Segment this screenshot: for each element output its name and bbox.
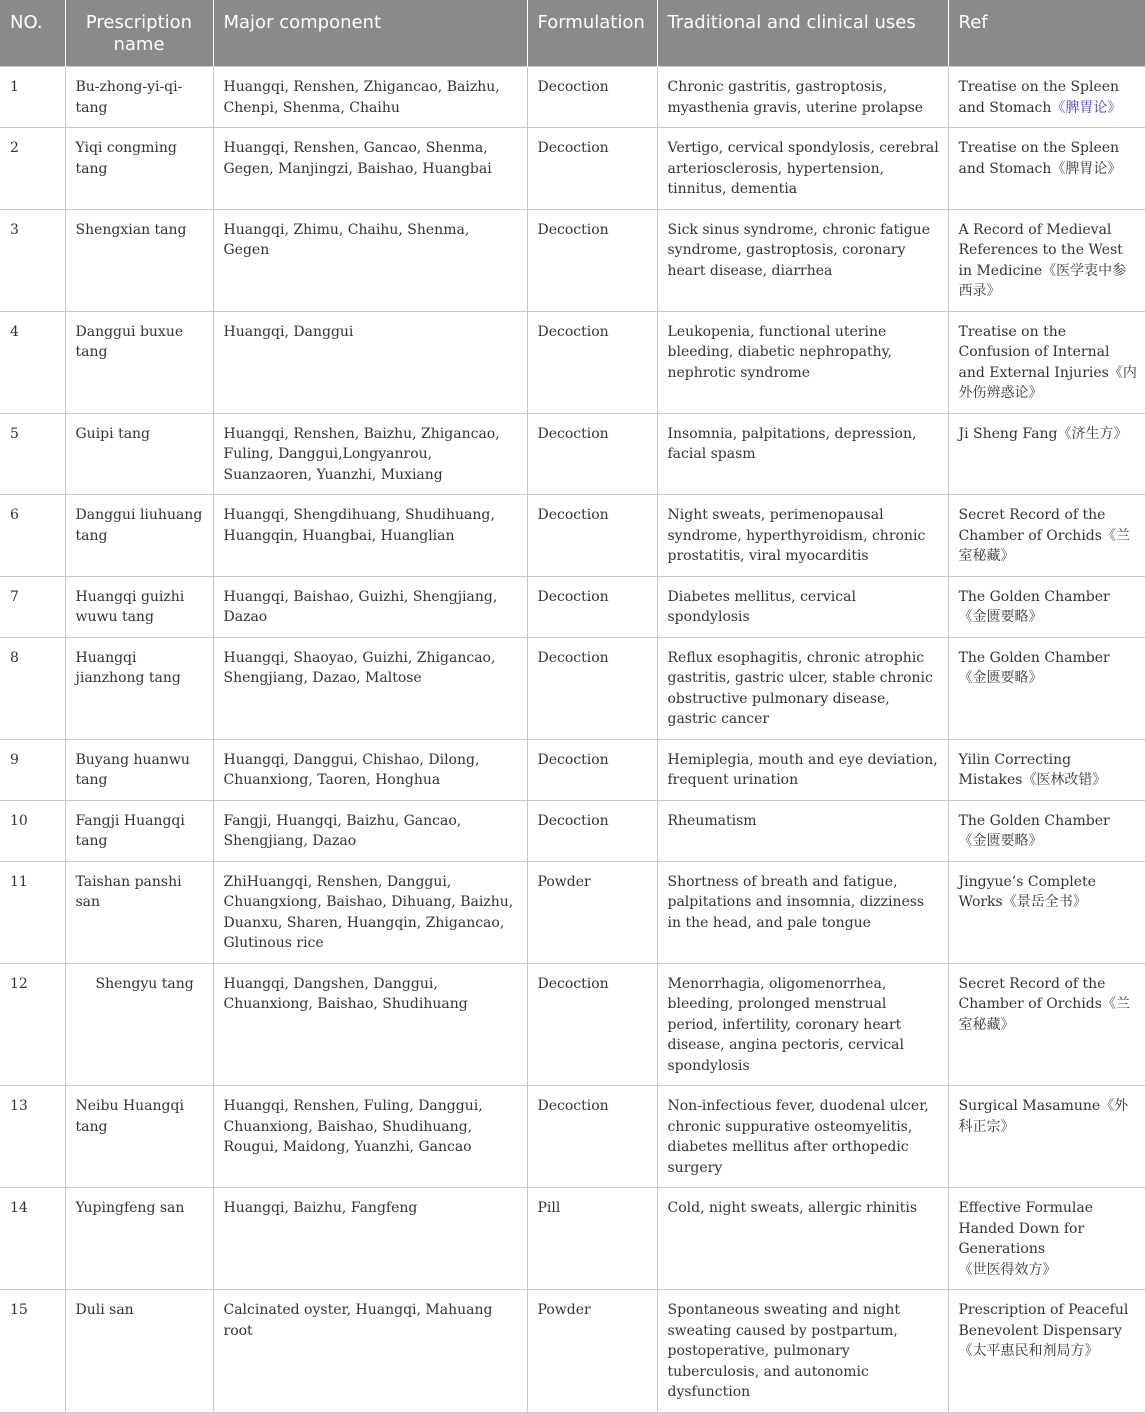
cell-ref <box>948 311 1145 413</box>
ref-chinese-title: 《外科正宗》 <box>958 1098 1129 1135</box>
cell-prescription-name-text: Bu-zhong-yi-qi-tang <box>75 79 183 116</box>
cell-no-text: 13 <box>10 1098 28 1114</box>
ref-title: Effective Formulae Handed Down for Generations <box>958 1200 1094 1257</box>
cell-no <box>0 495 65 577</box>
cell-major-component-text: Huangqi, Danggui, Chishao, Dilong, Chuanxiong, Taoren, Honghua <box>223 751 480 788</box>
cell-formulation-text: Pill <box>537 1200 561 1216</box>
table-row <box>0 800 1145 861</box>
cell-formulation <box>527 800 657 861</box>
table-row <box>0 413 1145 495</box>
cell-major-component-text: Huangqi, Renshen, Gancao, Shenma, Gegen, Manjingzi, Baishao, Huangbai <box>223 140 492 177</box>
cell-major-component <box>213 576 527 637</box>
table-row <box>0 67 1145 128</box>
cell-formulation-text: Decoction <box>537 79 609 95</box>
cell-uses <box>657 128 948 210</box>
cell-no <box>0 637 65 739</box>
cell-ref <box>948 209 1145 311</box>
cell-prescription-name-text: Huangqi guizhi wuwu tang <box>75 588 185 625</box>
cell-prescription-name-text: Yupingfeng san <box>75 1200 185 1216</box>
table-row <box>0 495 1145 577</box>
cell-ref <box>948 861 1145 963</box>
cell-major-component <box>213 963 527 1086</box>
cell-major-component-text: Huangqi, Zhimu, Chaihu, Shenma, Gegen <box>223 221 470 258</box>
cell-formulation <box>527 1188 657 1290</box>
cell-no <box>0 209 65 311</box>
cell-ref <box>948 800 1145 861</box>
cell-formulation <box>527 861 657 963</box>
cell-no <box>0 800 65 861</box>
cell-major-component <box>213 637 527 739</box>
cell-major-component <box>213 739 527 800</box>
cell-uses-text: Cold, night sweats, allergic rhinitis <box>667 1200 918 1216</box>
cell-uses <box>657 1086 948 1188</box>
cell-formulation-text: Decoction <box>537 649 609 666</box>
cell-major-component-text: Huangqi, Baishao, Guizhi, Shengjiang, Dazao <box>223 588 498 625</box>
cell-prescription-name-text: Shengxian tang <box>75 221 187 238</box>
cell-formulation <box>527 963 657 1086</box>
cell-uses <box>657 861 948 963</box>
cell-uses <box>657 576 948 637</box>
cell-major-component <box>213 861 527 963</box>
cell-prescription-name <box>65 739 213 800</box>
cell-prescription-name-text: Guipi tang <box>75 425 151 442</box>
ref-title: The Golden Chamber <box>958 812 1110 829</box>
table-row <box>0 576 1145 637</box>
cell-ref <box>948 67 1145 128</box>
cell-uses-text: Leukopenia, functional uterine bleeding, diabetic nephropathy, nephrotic syndrome <box>667 323 893 381</box>
cell-uses <box>657 739 948 800</box>
cell-major-component <box>213 1086 527 1188</box>
cell-major-component-text: Huangqi, Shaoyao, Guizhi, Zhigancao, Shengjiang, Dazao, Maltose <box>223 649 496 686</box>
cell-no-text: 2 <box>10 140 19 156</box>
cell-prescription-name <box>65 128 213 210</box>
cell-major-component <box>213 1290 527 1413</box>
cell-prescription-name <box>65 861 213 963</box>
table-body <box>0 67 1145 1413</box>
header-row <box>0 0 1145 67</box>
cell-formulation-text: Decoction <box>537 425 609 442</box>
cell-no-text: 1 <box>10 79 19 95</box>
cell-ref <box>948 1290 1145 1413</box>
cell-major-component <box>213 67 527 128</box>
cell-prescription-name <box>65 1188 213 1290</box>
cell-major-component <box>213 800 527 861</box>
cell-no <box>0 1290 65 1413</box>
ref-title: Secret Record of the Chamber of Orchids <box>958 507 1106 544</box>
ref-chinese-title: 《金匮要略》 <box>958 670 1043 686</box>
cell-uses <box>657 637 948 739</box>
cell-no-text: 5 <box>10 425 19 442</box>
cell-no <box>0 739 65 800</box>
ref-title: A Record of Medieval References to the West in Medicine <box>958 221 1123 279</box>
cell-ref <box>948 1086 1145 1188</box>
ref-title: The Golden Chamber <box>958 649 1110 666</box>
ref-title: Treatise on the Spleen and Stomach <box>958 79 1120 116</box>
cell-uses-text: Sick sinus syndrome, chronic fatigue syndrome, gastroptosis, coronary heart disease, diarrhea <box>667 221 930 279</box>
cell-formulation-text: Decoction <box>537 812 609 829</box>
cell-no-text: 14 <box>10 1200 28 1216</box>
cell-major-component <box>213 495 527 577</box>
cell-no-text: 3 <box>10 221 19 238</box>
cell-no <box>0 1086 65 1188</box>
ref-title: Secret Record of the Chamber of Orchids <box>958 975 1106 1012</box>
cell-uses <box>657 311 948 413</box>
ref-chinese-title: 《世医得效方》 <box>958 1261 1057 1278</box>
cell-major-component-text: Calcinated oyster, Huangqi, Mahuang root <box>223 1302 493 1339</box>
cell-uses-text: Hemiplegia, mouth and eye deviation, frequent urination <box>667 751 938 788</box>
ref-title: Treatise on the Spleen and Stomach <box>958 140 1120 177</box>
cell-prescription-name <box>65 1290 213 1413</box>
ref-title: Surgical Masamune <box>958 1098 1101 1114</box>
cell-major-component-text: Huangqi, Renshen, Baizhu, Zhigancao, Fuling, Danggui,Longyanrou, Suanzaoren, Yuanzhi, Muxiang <box>223 425 500 483</box>
cell-prescription-name-text: Buyang huanwu tang <box>75 751 190 788</box>
cell-formulation <box>527 209 657 311</box>
cell-prescription-name <box>65 67 213 128</box>
cell-formulation-text: Decoction <box>537 751 609 768</box>
table-row <box>0 739 1145 800</box>
cell-prescription-name-text: Danggui liuhuang tang <box>75 507 203 544</box>
cell-prescription-name-text: Fangji Huangqi tang <box>75 812 185 849</box>
cell-no-text: 11 <box>10 873 28 890</box>
cell-major-component-text: Fangji, Huangqi, Baizhu, Gancao, Shengjiang, Dazao <box>223 812 462 849</box>
cell-ref <box>948 495 1145 577</box>
cell-uses-text: Menorrhagia, oligomenorrhea, bleeding, prolonged menstrual period, infertility, coronary heart disease, angina pectoris, cervical spondylosis <box>667 975 905 1074</box>
table-row <box>0 311 1145 413</box>
cell-prescription-name-text: Neibu Huangqi tang <box>75 1098 184 1135</box>
ref-title: Treatise on the Confusion of Internal and External Injuries <box>958 323 1110 381</box>
table-row <box>0 209 1145 311</box>
cell-major-component <box>213 311 527 413</box>
cell-formulation <box>527 1086 657 1188</box>
header-ref: Ref <box>948 0 1145 67</box>
cell-major-component-text: Huangqi, Danggui <box>223 323 354 340</box>
cell-formulation-text: Decoction <box>537 323 609 340</box>
cell-prescription-name <box>65 576 213 637</box>
cell-ref <box>948 739 1145 800</box>
cell-prescription-name <box>65 1086 213 1188</box>
header-prescription-name: Prescription name <box>65 0 213 67</box>
cell-formulation <box>527 495 657 577</box>
cell-no-text: 15 <box>10 1302 28 1318</box>
cell-uses-text: Non-infectious fever, duodenal ulcer, chronic suppurative osteomyelitis, diabetes mellitus after orthopedic surgery <box>667 1098 929 1176</box>
cell-uses <box>657 209 948 311</box>
cell-no <box>0 861 65 963</box>
cell-no-text: 7 <box>10 588 19 605</box>
ref-chinese-title: 《内外伤辨惑论》 <box>958 364 1137 401</box>
cell-no-text: 12 <box>10 975 28 992</box>
cell-major-component-text: Huangqi, Renshen, Fuling, Danggui, Chuanxiong, Baishao, Shudihuang, Rougui, Maidong, Yuanzhi, Gancao <box>223 1098 483 1155</box>
cell-prescription-name-text: Shengyu tang <box>95 975 194 992</box>
cell-prescription-name-text: Yiqi congming tang <box>75 140 177 177</box>
cell-formulation <box>527 1290 657 1413</box>
ref-chinese-title: 《脾胃论》 <box>1051 160 1122 177</box>
cell-prescription-name <box>65 413 213 495</box>
table-row <box>0 1290 1145 1413</box>
cell-ref <box>948 413 1145 495</box>
cell-prescription-name-text: Danggui buxue tang <box>75 323 184 360</box>
cell-no-text: 9 <box>10 751 19 768</box>
cell-ref <box>948 128 1145 210</box>
cell-uses-text: Vertigo, cervical spondylosis, cerebral arteriosclerosis, hypertension, tinnitus, dementia <box>667 140 939 197</box>
cell-no-text: 4 <box>10 323 19 340</box>
table-row <box>0 637 1145 739</box>
cell-no <box>0 67 65 128</box>
table-row <box>0 861 1145 963</box>
cell-formulation-text: Decoction <box>537 975 609 992</box>
table-row <box>0 128 1145 210</box>
cell-prescription-name-text: Huangqi jianzhong tang <box>75 649 181 686</box>
header-no: NO. <box>0 0 65 67</box>
cell-uses <box>657 413 948 495</box>
cell-no-text: 6 <box>10 507 19 523</box>
cell-prescription-name <box>65 311 213 413</box>
cell-uses <box>657 495 948 577</box>
cell-major-component <box>213 128 527 210</box>
cell-prescription-name <box>65 495 213 577</box>
cell-formulation-text: Decoction <box>537 140 609 156</box>
cell-formulation-text: Decoction <box>537 507 609 523</box>
cell-major-component-text: ZhiHuangqi, Renshen, Danggui, Chuangxiong, Baishao, Dihuang, Baizhu, Duanxu, Sharen, Huangqin, Zhigancao, Glutinous rice <box>223 873 514 951</box>
cell-uses-text: Shortness of breath and fatigue, palpitations and insomnia, dizziness in the head, and pale tongue <box>667 873 925 931</box>
cell-uses <box>657 963 948 1086</box>
cell-formulation <box>527 413 657 495</box>
cell-no-text: 8 <box>10 649 19 666</box>
cell-prescription-name-text: Taishan panshi san <box>75 873 182 910</box>
cell-uses <box>657 1290 948 1413</box>
cell-formulation-text: Powder <box>537 1302 591 1318</box>
cell-prescription-name <box>65 637 213 739</box>
cell-formulation-text: Decoction <box>537 588 609 605</box>
ref-title: Ji Sheng Fang <box>958 425 1058 442</box>
ref-chinese-title: 《兰室秘藏》 <box>958 996 1130 1033</box>
cell-uses-text: Night sweats, perimenopausal syndrome, hyperthyroidism, chronic prostatitis, viral myocarditis <box>667 507 926 564</box>
ref-chinese-title: 《金匮要略》 <box>958 833 1043 849</box>
cell-uses <box>657 1188 948 1290</box>
ref-title: The Golden Chamber <box>958 588 1110 605</box>
cell-formulation-text: Powder <box>537 873 591 890</box>
table-row <box>0 1086 1145 1188</box>
cell-formulation <box>527 739 657 800</box>
cell-uses <box>657 67 948 128</box>
cell-no <box>0 963 65 1086</box>
cell-formulation-text: Decoction <box>537 1098 609 1114</box>
cell-major-component <box>213 1188 527 1290</box>
cell-ref <box>948 963 1145 1086</box>
cell-uses-text: Diabetes mellitus, cervical spondylosis <box>667 588 856 625</box>
cell-prescription-name <box>65 800 213 861</box>
cell-formulation <box>527 637 657 739</box>
ref-title: Yilin Correcting Mistakes <box>958 751 1072 788</box>
cell-no <box>0 311 65 413</box>
header-major-component: Major component <box>213 0 527 67</box>
ref-chinese-title: 《金匮要略》 <box>958 609 1043 625</box>
ref-chinese-title: 《医学衷中参西录》 <box>958 262 1127 299</box>
cell-prescription-name-text: Duli san <box>75 1302 134 1318</box>
header-formulation: Formulation <box>527 0 657 67</box>
cell-no <box>0 128 65 210</box>
cell-uses-text: Insomnia, palpitations, depression, facial spasm <box>667 425 917 462</box>
cell-formulation <box>527 311 657 413</box>
ref-title: Jingyue’s Complete Works <box>958 873 1096 910</box>
cell-uses-text: Spontaneous sweating and night sweating caused by postpartum, postoperative, pulmonary tuberculosis, and autonomic dysfunction <box>667 1302 901 1400</box>
cell-ref <box>948 576 1145 637</box>
cell-uses-text: Chronic gastritis, gastroptosis, myasthenia gravis, uterine prolapse <box>667 79 924 116</box>
cell-major-component <box>213 209 527 311</box>
ref-chinese-title: 《太平惠民和剂局方》 <box>958 1343 1099 1359</box>
table-row <box>0 963 1145 1086</box>
header-uses: Traditional and clinical uses <box>657 0 948 67</box>
ref-chinese-title: 《济生方》 <box>1057 425 1128 442</box>
cell-major-component-text: Huangqi, Shengdihuang, Shudihuang, Huangqin, Huangbai, Huanglian <box>223 507 495 544</box>
cell-no <box>0 576 65 637</box>
cell-formulation <box>527 576 657 637</box>
table-header <box>0 0 1145 67</box>
cell-ref <box>948 1188 1145 1290</box>
cell-major-component-text: Huangqi, Renshen, Zhigancao, Baizhu, Chenpi, Shenma, Chaihu <box>223 79 500 116</box>
ref-chinese-title: 《景岳全书》 <box>1002 894 1087 910</box>
table-row <box>0 1188 1145 1290</box>
cell-prescription-name <box>65 963 213 1086</box>
ref-chinese-title: 《医林改错》 <box>1022 772 1107 788</box>
cell-no-text: 10 <box>10 812 28 829</box>
cell-major-component <box>213 413 527 495</box>
cell-major-component-text: Huangqi, Baizhu, Fangfeng <box>223 1200 418 1216</box>
cell-uses-text: Rheumatism <box>667 812 757 829</box>
cell-major-component-text: Huangqi, Dangshen, Danggui, Chuanxiong, Baishao, Shudihuang <box>223 975 468 1012</box>
cell-prescription-name <box>65 209 213 311</box>
ref-chinese-title: 《兰室秘藏》 <box>958 527 1130 564</box>
cell-uses <box>657 800 948 861</box>
cell-formulation-text: Decoction <box>537 221 609 238</box>
cell-no <box>0 413 65 495</box>
cell-no <box>0 1188 65 1290</box>
cell-ref <box>948 637 1145 739</box>
cell-formulation <box>527 128 657 210</box>
cell-formulation <box>527 67 657 128</box>
cell-uses-text: Reflux esophagitis, chronic atrophic gastritis, gastric ulcer, stable chronic obstructive pulmonary disease, gastric cancer <box>667 649 933 727</box>
ref-title: Prescription of Peaceful Benevolent Dispensary <box>958 1302 1129 1339</box>
ref-chinese-title[interactable]: 《脾胃论》 <box>1051 99 1122 116</box>
